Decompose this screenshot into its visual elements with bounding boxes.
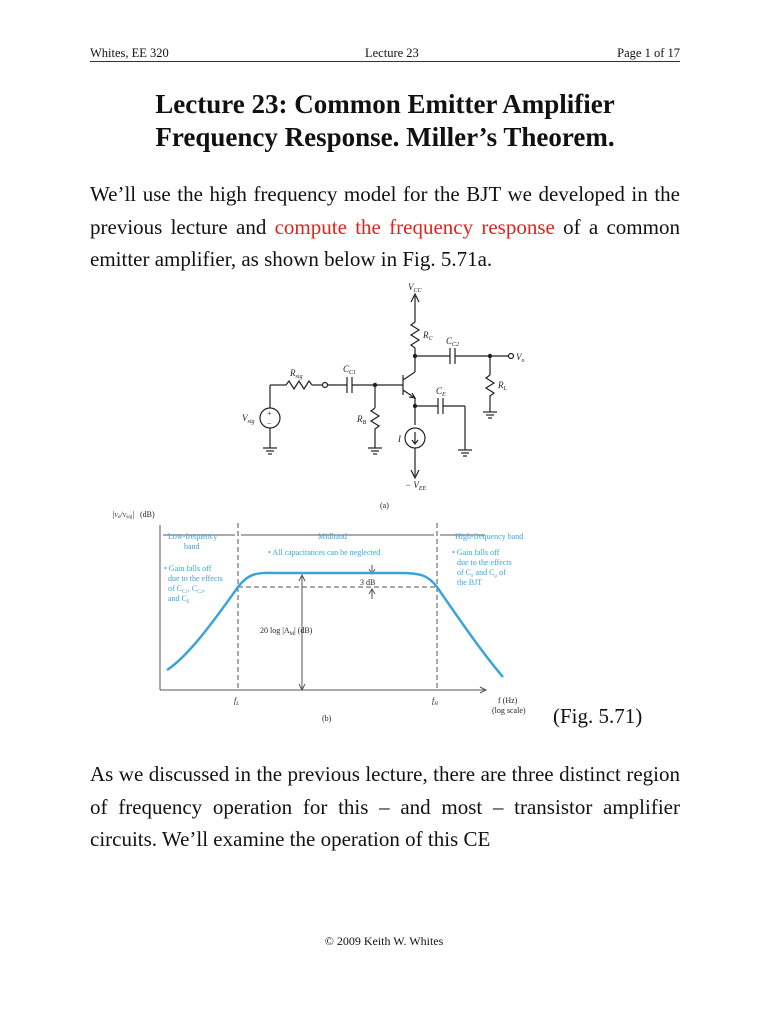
header-page-number: Page 1 of 17 [617, 46, 680, 60]
page-header [90, 42, 680, 62]
label-log-scale: (log scale) [492, 706, 526, 715]
label-ce: C [436, 386, 443, 396]
label-cc2-sub: C2 [452, 342, 460, 348]
intro-text-before: We’ll use the high frequency model for the BJT we developed in the previous lecture and [90, 182, 680, 239]
svg-text:+: + [267, 409, 272, 418]
svg-text:Vsig [242, 413, 255, 425]
label-i: I [398, 434, 401, 444]
svg-text:fH [432, 696, 438, 707]
high-note-3e: of [497, 568, 506, 577]
low-note-3c: , C [187, 584, 198, 593]
svg-text:20 log |AM| (dB) [260, 626, 313, 637]
label-low-band-1: Low-frequency [168, 532, 218, 541]
svg-text:CC2 [446, 336, 459, 348]
response-caption: (b) [322, 714, 332, 723]
svg-text:Rsig [289, 368, 303, 380]
svg-text:−: − [267, 419, 272, 428]
svg-text:− VEE [405, 480, 426, 492]
page-footer: © 2009 Keith W. Whites [324, 934, 444, 948]
label-vo: V [516, 352, 522, 362]
label-rsig-sub: sig [295, 374, 303, 380]
label-vcc-sub: CC [413, 288, 422, 294]
label-rb: R [357, 414, 363, 424]
low-note-3d: C2 [197, 590, 204, 595]
label-ylabel: (dB) [140, 510, 155, 519]
label-fh-sub: H [434, 702, 438, 707]
label-gain-sub: M [289, 632, 295, 637]
low-note-1: • Gain falls off [164, 564, 212, 573]
high-note-2: due to the effects [457, 558, 512, 567]
figure-label: (Fig. 5.71) [553, 704, 643, 728]
label-rb-sub: B [362, 420, 367, 426]
header-lecture: Lecture 23 [365, 46, 419, 60]
label-vsig: V [242, 413, 248, 423]
svg-text:|Vo/Vsig|: |Vo/Vsig| [112, 510, 135, 520]
label-high-band: High-frequency band [455, 532, 524, 541]
svg-text:Vo [516, 352, 525, 364]
svg-text:RC [422, 330, 434, 342]
label-vsig-sub: sig [247, 419, 255, 425]
intro-highlight: compute the frequency response [274, 214, 555, 239]
intro-text-after: of a common emitter amplifier, as shown below in Fig. 5.71a. [90, 214, 680, 271]
svg-text:fL [234, 696, 239, 707]
circuit-caption: (a) [380, 501, 389, 510]
high-note-3d: μ [494, 574, 498, 579]
header-rule [90, 61, 680, 62]
label-cc1: C [343, 364, 350, 374]
label-cc1-sub: C1 [349, 370, 357, 376]
label-low-band-2: band [184, 542, 200, 551]
label-rc-sub: C [428, 336, 433, 342]
label-rl-sub: L [503, 386, 507, 392]
label-fl-sub: L [236, 702, 240, 707]
circuit-schematic [240, 280, 540, 510]
low-note-2: due to the effects [168, 574, 223, 583]
label-rsig: R [290, 368, 296, 378]
label-f-axis: f (Hz) [498, 696, 518, 705]
label-gain-unit: | (dB) [294, 626, 313, 635]
label-ce-sub: E [442, 392, 446, 398]
high-note-3a: of C [457, 568, 471, 577]
label-midband: Midband [318, 532, 347, 541]
label-rc: R [423, 330, 429, 340]
frequency-response-plot [110, 505, 550, 730]
high-note-3b: π [471, 574, 474, 579]
label-fl: f [234, 696, 237, 705]
high-note-1: • Gain falls off [452, 548, 500, 557]
label-rl: R [498, 380, 504, 390]
header-course: Whites, EE 320 [90, 46, 169, 60]
low-note-4b: E [186, 600, 190, 605]
svg-text:CC1 [343, 364, 356, 376]
title-line-1: Lecture 23: Common Emitter Amplifier [155, 89, 615, 119]
title-line-2: Frequency Response. Miller’s Theorem. [155, 122, 615, 152]
label-gain: 20 log |A [260, 626, 290, 635]
high-note-4: the BJT [457, 578, 483, 587]
low-note-3e: , [203, 584, 206, 593]
intro-paragraph [90, 178, 680, 276]
gain-curve [167, 573, 503, 677]
low-note-3b: C1 [182, 590, 188, 595]
label-fh: f [432, 696, 435, 705]
svg-text:RB [356, 414, 367, 426]
label-vo-sub: o [521, 358, 525, 364]
low-note-3a: of C [168, 584, 182, 593]
page-title [90, 88, 680, 154]
label-3db: 3 dB [360, 578, 376, 587]
body-paragraph: As we discussed in the previous lecture, there are three distinct region of frequency operation for this – and most – transistor amplifier circuits. We’ll examine the operation of this CE [90, 762, 680, 851]
label-mid-note: • All capacitances can be neglected [268, 548, 381, 557]
label-vee: − V [405, 480, 419, 490]
svg-text:CE [436, 386, 446, 398]
label-vee-sub: EE [418, 486, 427, 492]
svg-text:and CE [168, 594, 190, 605]
label-cc2: C [446, 336, 453, 346]
svg-text:RL [497, 380, 508, 392]
low-note-4a: and C [168, 594, 187, 603]
label-vcc: V [408, 282, 414, 292]
high-note-3c: and C [473, 568, 495, 577]
svg-text:VCC [408, 282, 423, 294]
